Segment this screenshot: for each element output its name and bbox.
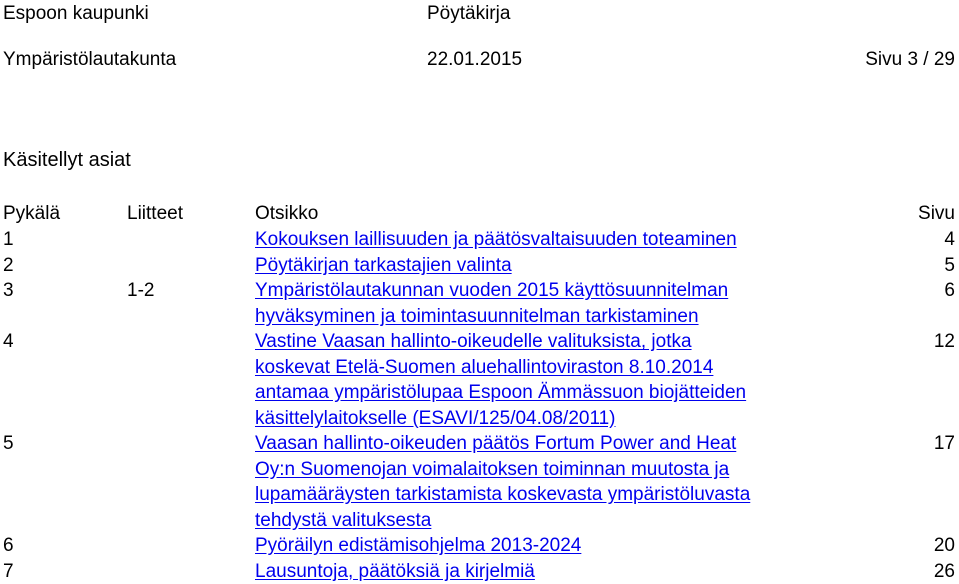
agenda-item-title-link[interactable]: Kokouksen laillisuuden ja päätösvaltaisuuden toteaminen: [255, 229, 737, 250]
agenda-item-number: 3: [3, 280, 14, 301]
column-header-page: Sivu: [918, 203, 955, 224]
agenda-item-page: 17: [933, 433, 955, 454]
section-title: Käsitellyt asiat: [3, 149, 131, 171]
agenda-item-title-link[interactable]: Ympäristölautakunnan vuoden 2015 käyttösuunnitelman: [255, 280, 729, 301]
agenda-item-number: 7: [3, 560, 14, 582]
agenda-item-number: 1: [3, 229, 14, 250]
agenda-item-title-link[interactable]: Vaasan hallinto-oikeuden päätös Fortum Power and Heat: [255, 433, 737, 454]
agenda-item-number: 4: [3, 331, 14, 352]
agenda-item-title-link[interactable]: lupamääräysten tarkistamista koskevasta ympäristöluvasta: [255, 484, 751, 505]
agenda-item-page: 26: [933, 560, 955, 582]
agenda-item-title-link[interactable]: Pyöräilyn edistämisohjelma 2013-2024: [255, 535, 582, 556]
agenda-item-number: 2: [3, 254, 14, 276]
meeting-date: 22.01.2015: [427, 49, 523, 70]
agenda-item-page: 20: [933, 535, 955, 556]
agenda-item-title-link[interactable]: Oy:n Suomenojan voimalaitoksen toiminnan muutosta ja: [255, 458, 730, 480]
agenda-item-number: 6: [3, 535, 14, 556]
agenda-item-attachments: 1-2: [127, 280, 155, 301]
agenda-item-number: 5: [3, 433, 14, 454]
agenda-item-title-link[interactable]: hyväksyminen ja toimintasuunnitelman tarkistaminen: [255, 305, 699, 327]
agenda-item-page: 12: [933, 331, 955, 352]
page-number: Sivu 3 / 29: [865, 49, 955, 70]
agenda-item-page: 6: [944, 280, 955, 301]
agenda-item-title-link[interactable]: antamaa ympäristölupaa Espoon Ämmässuon biojätteiden: [255, 382, 747, 403]
agenda-item-title-link[interactable]: tehdystä valituksesta: [255, 509, 432, 531]
agenda-item-title-link[interactable]: Lausuntoja, päätöksiä ja kirjelmiä: [255, 560, 535, 582]
agenda-item-title-link[interactable]: koskevat Etelä-Suomen aluehallintoviraston 8.10.2014: [255, 356, 714, 378]
agenda-item-page: 5: [944, 254, 955, 276]
document-type: Pöytäkirja: [427, 3, 511, 24]
agenda-item-page: 4: [944, 229, 955, 250]
agenda-item-title-link[interactable]: Pöytäkirjan tarkastajien valinta: [255, 254, 512, 276]
agenda-item-title-link[interactable]: käsittelylaitokselle (ESAVI/125/04.08/2011): [255, 407, 616, 429]
column-header-title: Otsikko: [255, 203, 319, 224]
committee-name: Ympäristölautakunta: [3, 49, 177, 70]
agenda-item-title-link[interactable]: Vastine Vaasan hallinto-oikeudelle valituksista, jotka: [255, 331, 692, 352]
column-header-attachments: Liitteet: [127, 203, 183, 224]
column-header-section: Pykälä: [3, 203, 61, 224]
organization-name: Espoon kaupunki: [3, 3, 149, 24]
